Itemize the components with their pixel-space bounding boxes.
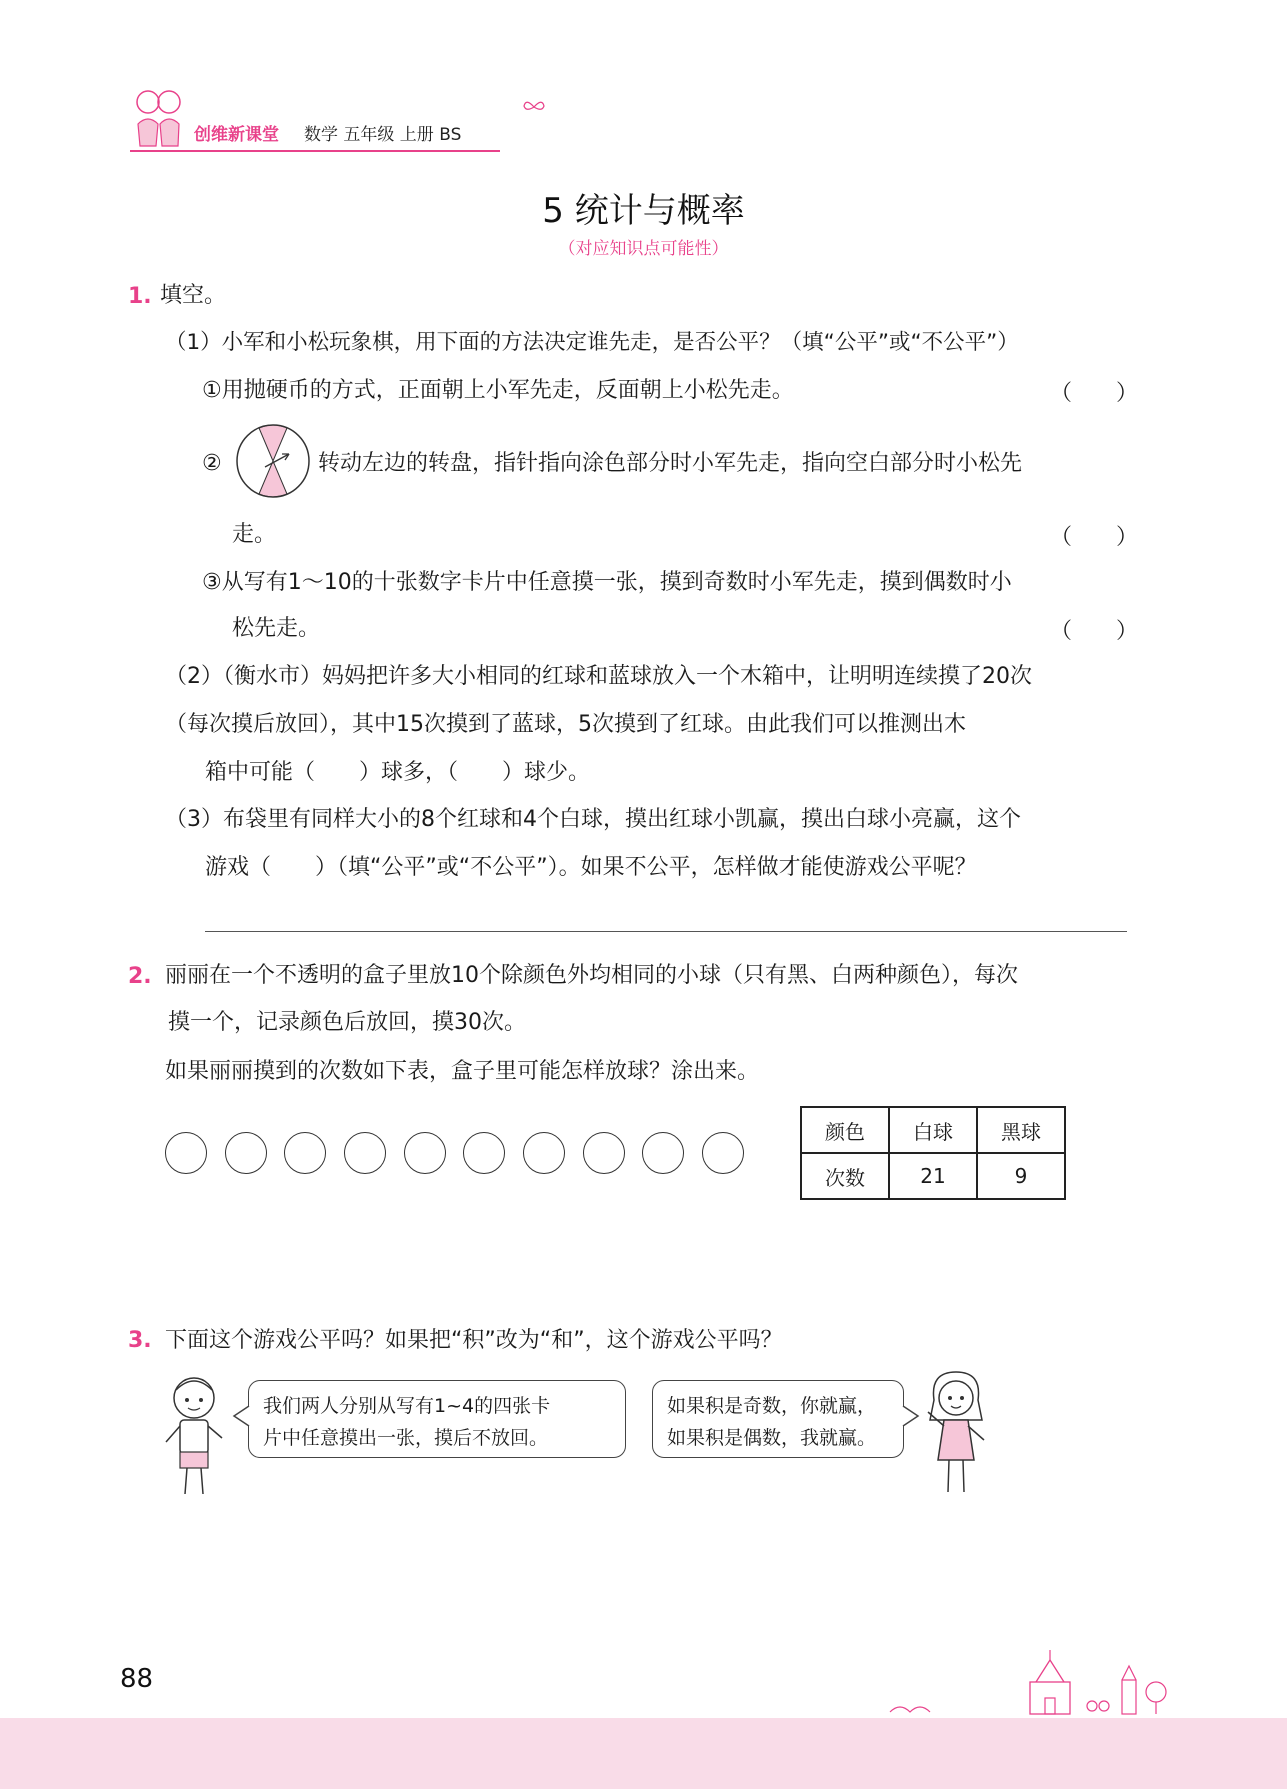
bubble-girl-tail [902,1404,920,1428]
q1-label: 填空。 [160,283,227,308]
answer-blank-2[interactable]: （ ） [1050,525,1139,550]
page-subtitle: （对应知识点可能性） [558,239,729,259]
header-underline [130,150,500,152]
bubble-girl-line1: 如果积是奇数，你就赢， [667,1395,877,1417]
ball-circle-1[interactable] [165,1132,207,1174]
tally-header-color: 颜色 [801,1107,889,1153]
butterfly-icon [522,98,546,116]
spinner-diagram [235,423,311,499]
q2-line1: 丽丽在一个不透明的盒子里放10个除颜色外均相同的小球（只有黑、白两种颜色），每次 [165,963,1018,988]
ball-circle-2[interactable] [225,1132,267,1174]
ball-circle-8[interactable] [583,1132,625,1174]
q1-p1-b-marker: ② [202,451,222,476]
q1-p3-line1: （3）布袋里有同样大小的8个红球和4个白球，摸出红球小凯赢，摸出白球小亮赢，这个 [165,807,1021,832]
bubble-boy-tail [232,1404,250,1428]
q1-p1-b-line2: 走。 [232,522,277,547]
header-kids-logo [128,84,190,154]
page-number: 88 [120,1664,154,1694]
ball-circle-7[interactable] [523,1132,565,1174]
girl-illustration [920,1368,992,1500]
q1-p2-line1: （2）（衡水市）妈妈把许多大小相同的红球和蓝球放入一个木箱中，让明明连续摸了20次 [165,664,1032,689]
q1-p1-intro: （1）小军和小松玩象棋，用下面的方法决定谁先走，是否公平？（填“公平”或“不公平”） [165,330,1019,355]
q1-p3-line2: 游戏（ ）（填“公平”或“不公平”）。如果不公平，怎样做才能使游戏公平呢？ [205,855,977,880]
header-brand: 创维新课堂 [194,125,279,145]
q1-p1-a: ①用抛硬币的方式，正面朝上小军先走，反面朝上小松先走。 [202,378,794,403]
tally-count-label: 次数 [801,1153,889,1199]
bubble-girl-line2: 如果积是偶数，我就赢。 [667,1427,877,1449]
ball-circle-10[interactable] [702,1132,744,1174]
speech-bubble-girl [652,1380,904,1458]
boy-illustration [160,1372,230,1502]
tally-count-black: 9 [977,1153,1065,1199]
q2-line2: 摸一个，记录颜色后放回，摸30次。 [168,1010,526,1035]
footer-band [0,1718,1287,1789]
q1-p2-line2: （每次摸后放回），其中15次摸到了蓝球，5次摸到了红球。由此我们可以推测出木 [165,712,966,737]
header-subject: 数学 五年级 上册 BS [304,125,462,145]
ball-circle-9[interactable] [642,1132,684,1174]
answer-line[interactable] [205,931,1127,932]
answer-blank-1[interactable]: （ ） [1050,381,1139,406]
page-title: 5 统计与概率 [542,191,745,231]
q1-number: 1. [128,284,152,309]
speech-bubble-boy [248,1380,626,1458]
q1-p1-b-line1: 转动左边的转盘，指针指向涂色部分时小军先走，指向空白部分时小松先 [318,451,1023,476]
castle-decoration-icon [880,1648,1180,1720]
ball-circle-6[interactable] [463,1132,505,1174]
bubble-boy-line1: 我们两人分别从写有1~4的四张卡 [263,1395,551,1417]
tally-count-row [801,1153,1065,1199]
ball-circle-5[interactable] [404,1132,446,1174]
q1-p1-c-line2: 松先走。 [232,616,321,641]
q1-p2-line3: 箱中可能（ ）球多，（ ）球少。 [205,760,591,785]
q1-p1-c-line1: ③从写有1～10的十张数字卡片中任意摸一张，摸到奇数时小军先走，摸到偶数时小 [202,570,1012,595]
tally-header-white: 白球 [889,1107,977,1153]
bubble-boy-line2: 片中任意摸出一张，摸后不放回。 [263,1427,549,1449]
tally-count-white: 21 [889,1153,977,1199]
q2-number: 2. [128,964,152,989]
q3-line1: 下面这个游戏公平吗？如果把“积”改为“和”，这个游戏公平吗？ [165,1328,783,1353]
q3-number: 3. [128,1328,152,1353]
tally-header-black: 黑球 [977,1107,1065,1153]
ball-circle-3[interactable] [284,1132,326,1174]
ball-circle-4[interactable] [344,1132,386,1174]
tally-table [800,1106,1066,1200]
tally-header-row [801,1107,1065,1153]
answer-blank-3[interactable]: （ ） [1050,619,1139,644]
q2-line3: 如果丽丽摸到的次数如下表，盒子里可能怎样放球？涂出来。 [165,1059,760,1084]
